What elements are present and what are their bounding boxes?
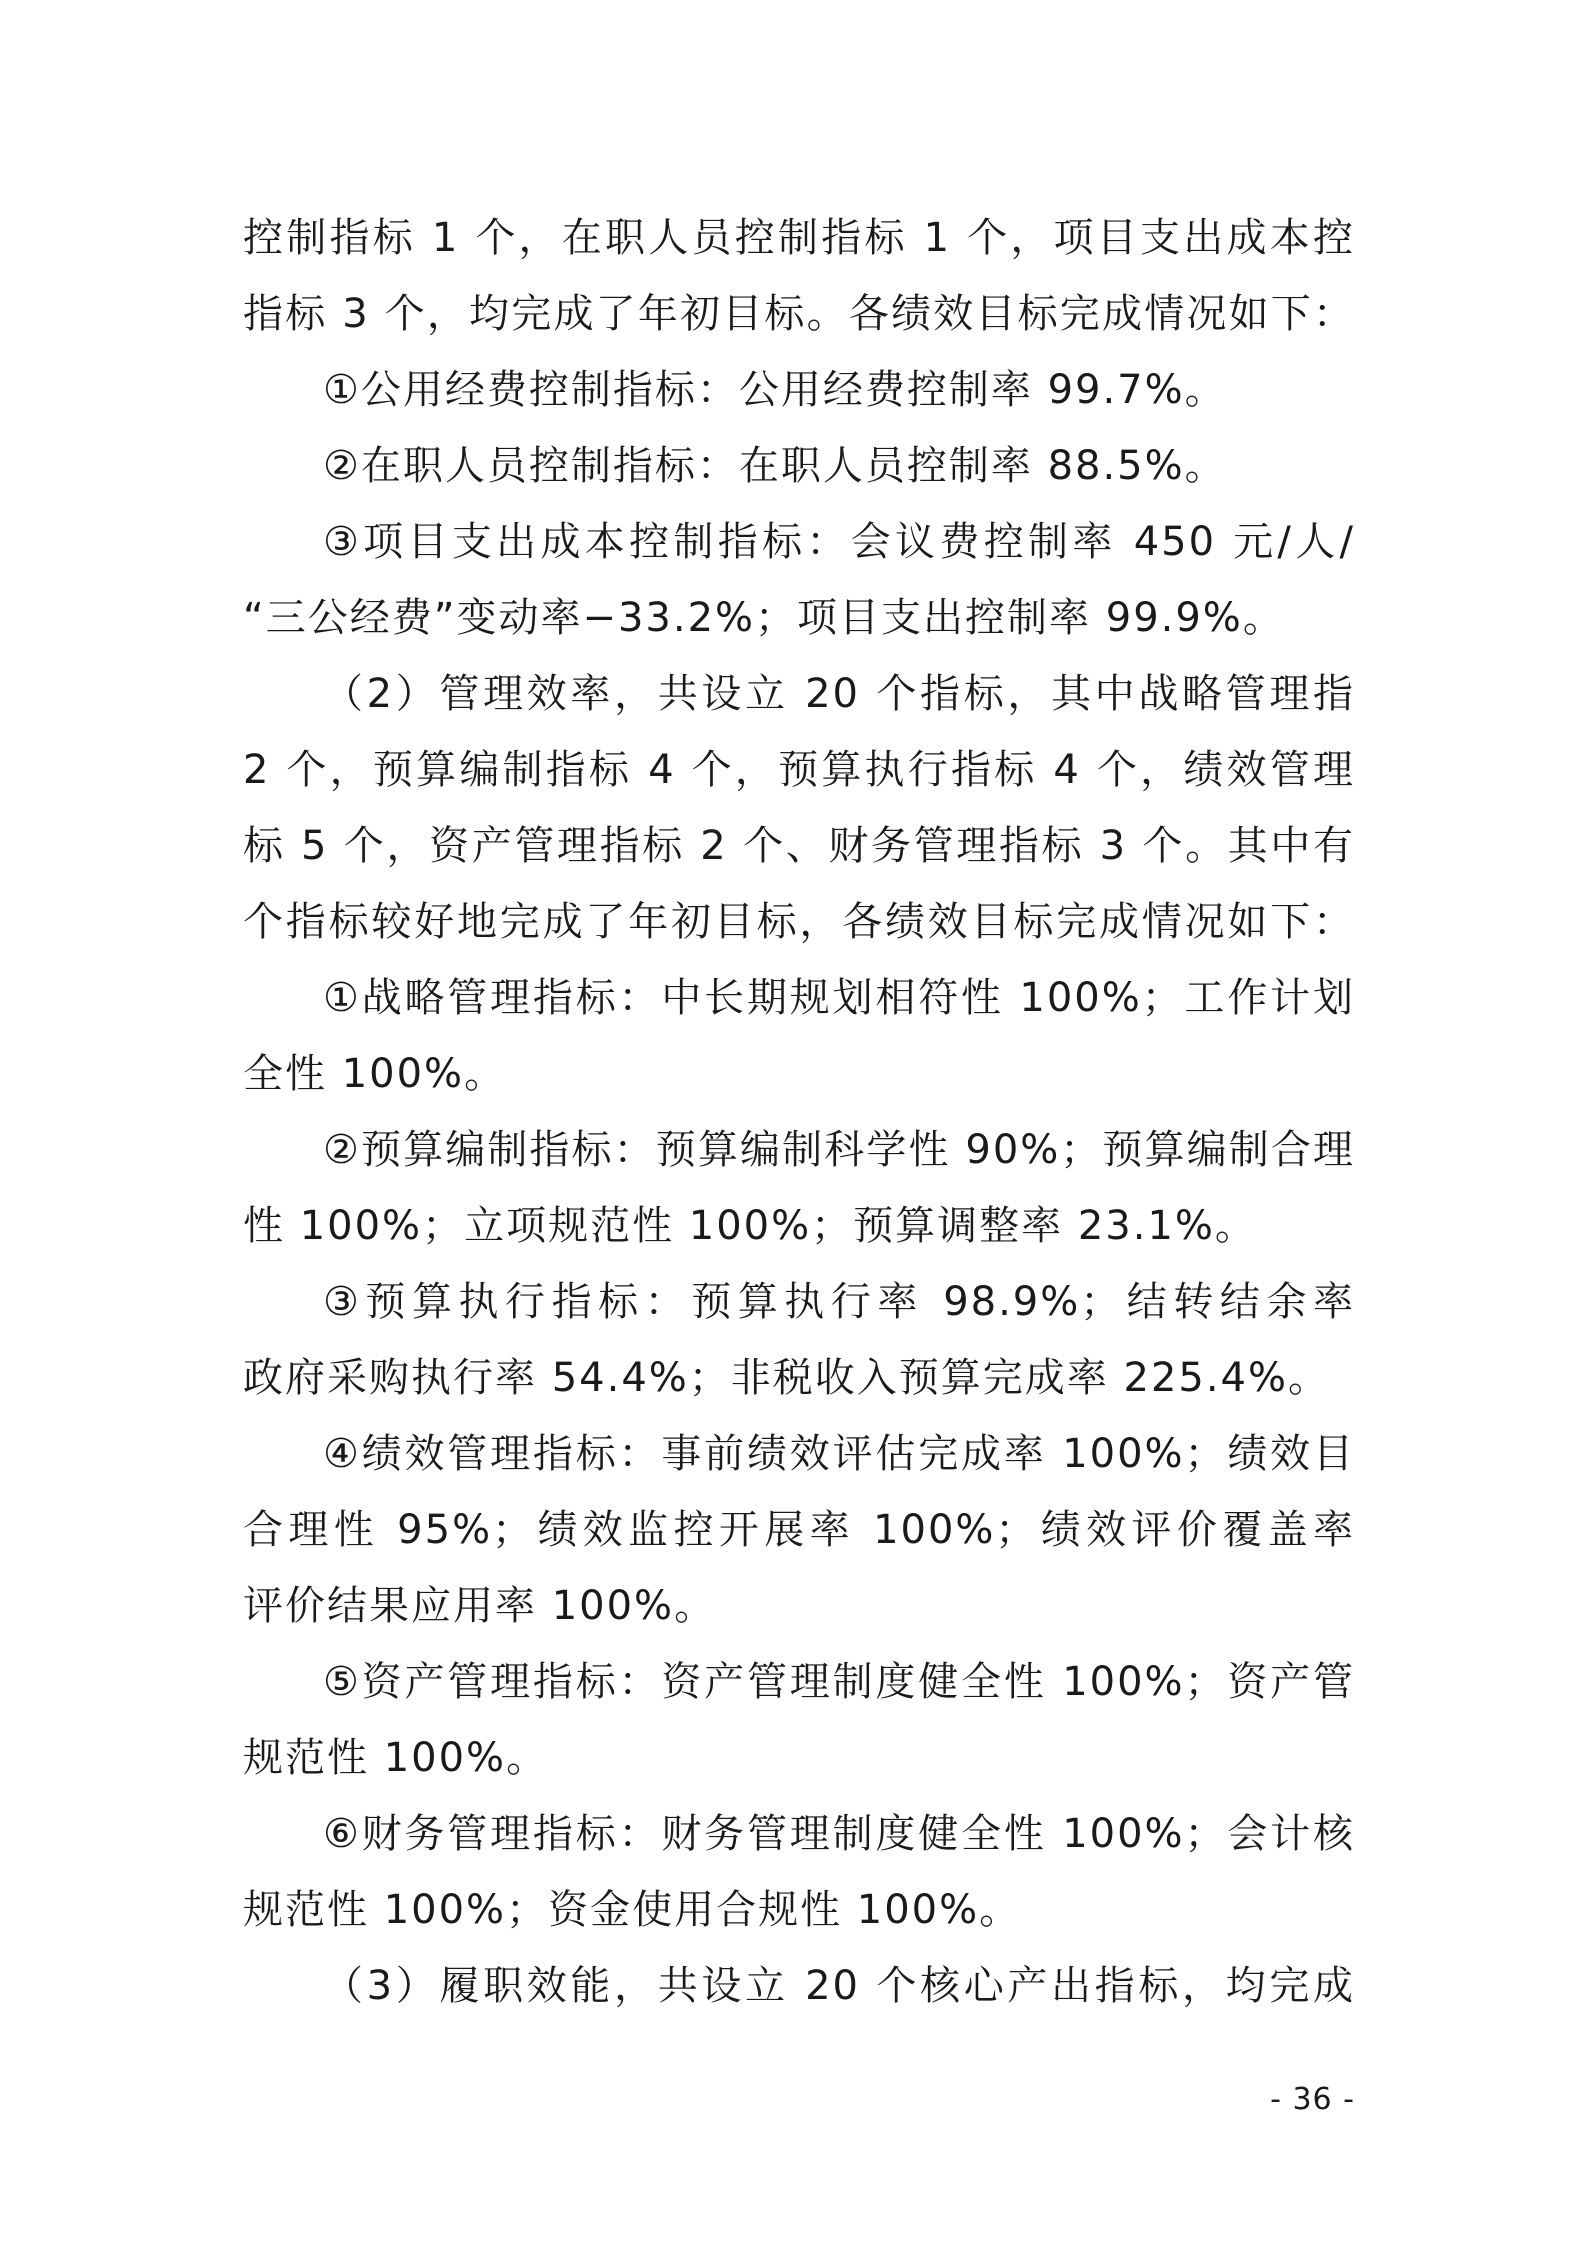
text-line: （2）管理效率，共设立 20 个指标，其中战略管理指 xyxy=(323,671,1355,717)
text-line: ③项目支出成本控制指标：会议费控制率 450 元/人/ xyxy=(323,519,1355,565)
text-line: 评价结果应用率 100%。 xyxy=(243,1583,717,1629)
text-line: 标 5 个，资产管理指标 2 个、财务管理指标 3 个。其中有 xyxy=(243,823,1355,869)
page-number: - 36 - xyxy=(1270,2082,1355,2117)
text-line: 指标 3 个，均完成了年初目标。各绩效目标完成情况如下： xyxy=(243,291,1355,337)
text-line: “三公经费”变动率−33.2%；项目支出控制率 99.9%。 xyxy=(243,595,1285,641)
text-line: ⑤资产管理指标：资产管理制度健全性 100%；资产管 xyxy=(323,1659,1355,1705)
body-text xyxy=(243,200,1355,2024)
text-line: 2 个，预算编制指标 4 个，预算执行指标 4 个，绩效管理 xyxy=(243,747,1355,793)
text-line: 规范性 100%。 xyxy=(243,1735,549,1781)
text-line: 性 100%；立项规范性 100%；预算调整率 23.1%。 xyxy=(243,1203,1257,1249)
text-line: ④绩效管理指标：事前绩效评估完成率 100%；绩效目 xyxy=(323,1431,1355,1477)
text-line: 全性 100%。 xyxy=(243,1051,507,1097)
text-line: （3）履职效能，共设立 20 个核心产出指标，均完成 xyxy=(323,1963,1355,2009)
text-line: ③预算执行指标：预算执行率 98.9%；结转结余率 xyxy=(323,1279,1355,1325)
text-line: ①公用经费控制指标：公用经费控制率 99.7%。 xyxy=(323,367,1227,413)
text-line: 合理性 95%；绩效监控开展率 100%；绩效评价覆盖率 xyxy=(243,1507,1355,1553)
text-line: ①战略管理指标：中长期规划相符性 100%；工作计划 xyxy=(323,975,1355,1021)
text-line: 个指标较好地完成了年初目标，各绩效目标完成情况如下： xyxy=(243,899,1355,945)
text-line: ②在职人员控制指标：在职人员控制率 88.5%。 xyxy=(323,443,1227,489)
text-line: 控制指标 1 个，在职人员控制指标 1 个，项目支出成本控 xyxy=(243,215,1355,261)
text-line: ②预算编制指标：预算编制科学性 90%；预算编制合理 xyxy=(323,1127,1355,1173)
text-line: ⑥财务管理指标：财务管理制度健全性 100%；会计核 xyxy=(323,1811,1355,1857)
text-line: 政府采购执行率 54.4%；非税收入预算完成率 225.4%。 xyxy=(243,1355,1331,1401)
text-line: 规范性 100%；资金使用合规性 100%。 xyxy=(243,1887,1022,1933)
